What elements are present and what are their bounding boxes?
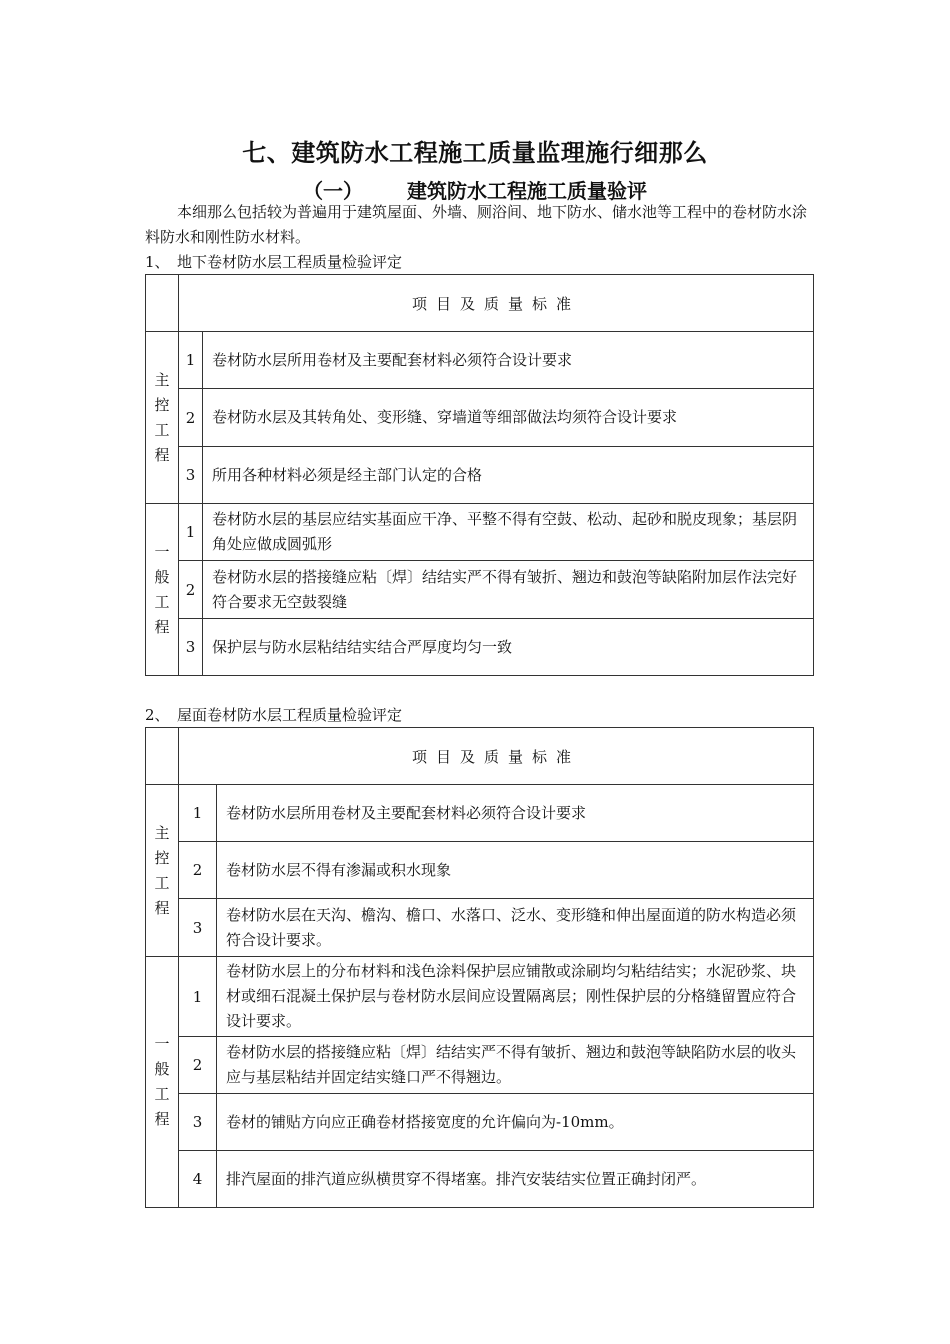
item-text: 卷材防水层不得有渗漏或积水现象 <box>217 842 814 899</box>
roof-membrane-table <box>145 727 814 1208</box>
item-number: 3 <box>179 447 203 504</box>
item-text: 卷材防水层所用卷材及主要配套材料必须符合设计要求 <box>217 785 814 842</box>
item-text: 卷材的铺贴方向应正确卷材搭接宽度的允许偏向为-10mm。 <box>217 1094 814 1151</box>
item-number: 3 <box>179 1094 217 1151</box>
item-text: 排汽屋面的排汽道应纵横贯穿不得堵塞。排汽安装结实位置正确封闭严。 <box>217 1151 814 1208</box>
general-group <box>146 504 179 676</box>
item-text: 卷材防水层上的分布材料和浅色涂料保护层应铺散或涂刷均匀粘结结实；水泥砂浆、块材或细石混凝土保护层与卷材防水层间应设置隔离层；刚性保护层的分格缝留置应符合设计要求。 <box>217 957 814 1037</box>
subtitle-number: （一） <box>303 179 363 203</box>
page-title: 七、建筑防水工程施工质量监理施行细那么 <box>242 139 708 167</box>
item-text: 卷材防水层及其转角处、变形缝、穿墙道等细部做法均须符合设计要求 <box>203 389 814 447</box>
underground-membrane-table <box>145 274 814 676</box>
section2-heading: 2、 屋面卷材防水层工程质量检验评定 <box>145 706 403 724</box>
item-number: 1 <box>179 332 203 389</box>
group-label: 一般工程 <box>154 1035 170 1128</box>
item-text: 所用各种材料必须是经主部门认定的合格 <box>203 447 814 504</box>
item-text: 保护层与防水层粘结结实结合严厚度均匀一致 <box>203 619 814 676</box>
section1-heading: 1、 地下卷材防水层工程质量检验评定 <box>145 253 403 271</box>
main-control-group <box>146 785 179 957</box>
item-number: 2 <box>179 1037 217 1094</box>
item-number: 2 <box>179 389 203 447</box>
item-number: 1 <box>179 957 217 1037</box>
item-number: 3 <box>179 619 203 676</box>
general-group <box>146 957 179 1208</box>
item-text: 卷材防水层的搭接缝应粘〔焊〕结结实严不得有皱折、翘边和鼓泡等缺陷防水层的收头应与基层粘结并固定结实缝口严不得翘边。 <box>217 1037 814 1094</box>
group-label: 主控工程 <box>154 370 170 464</box>
item-number: 2 <box>179 561 203 619</box>
main-control-group <box>146 332 179 504</box>
subtitle-text: 建筑防水工程施工质量验评 <box>407 179 647 203</box>
corner-cell <box>146 728 179 785</box>
item-number: 2 <box>179 842 217 899</box>
item-number: 4 <box>179 1151 217 1208</box>
intro-paragraph: 本细那么包括较为普遍用于建筑屋面、外墙、厕浴间、地下防水、储水池等工程中的卷材防水涂料防水和刚性防水材料。 <box>145 203 808 246</box>
group-label: 一般工程 <box>154 542 170 636</box>
table-header: 项目及质量标准 <box>179 275 814 332</box>
item-number: 1 <box>179 785 217 842</box>
item-number: 3 <box>179 899 217 957</box>
group-label: 主控工程 <box>154 823 170 917</box>
item-text: 卷材防水层所用卷材及主要配套材料必须符合设计要求 <box>203 332 814 389</box>
table-header: 项目及质量标准 <box>179 728 814 785</box>
item-text: 卷材防水层的基层应结实基面应干净、平整不得有空鼓、松动、起砂和脱皮现象；基层阴角处应做成圆弧形 <box>203 504 814 561</box>
item-text: 卷材防水层在天沟、檐沟、檐口、水落口、泛水、变形缝和伸出屋面道的防水构造必须符合设计要求。 <box>217 899 814 957</box>
item-text: 卷材防水层的搭接缝应粘〔焊〕结结实严不得有皱折、翘边和鼓泡等缺陷附加层作法完好符合要求无空鼓裂缝 <box>203 561 814 619</box>
item-number: 1 <box>179 504 203 561</box>
corner-cell <box>146 275 179 332</box>
